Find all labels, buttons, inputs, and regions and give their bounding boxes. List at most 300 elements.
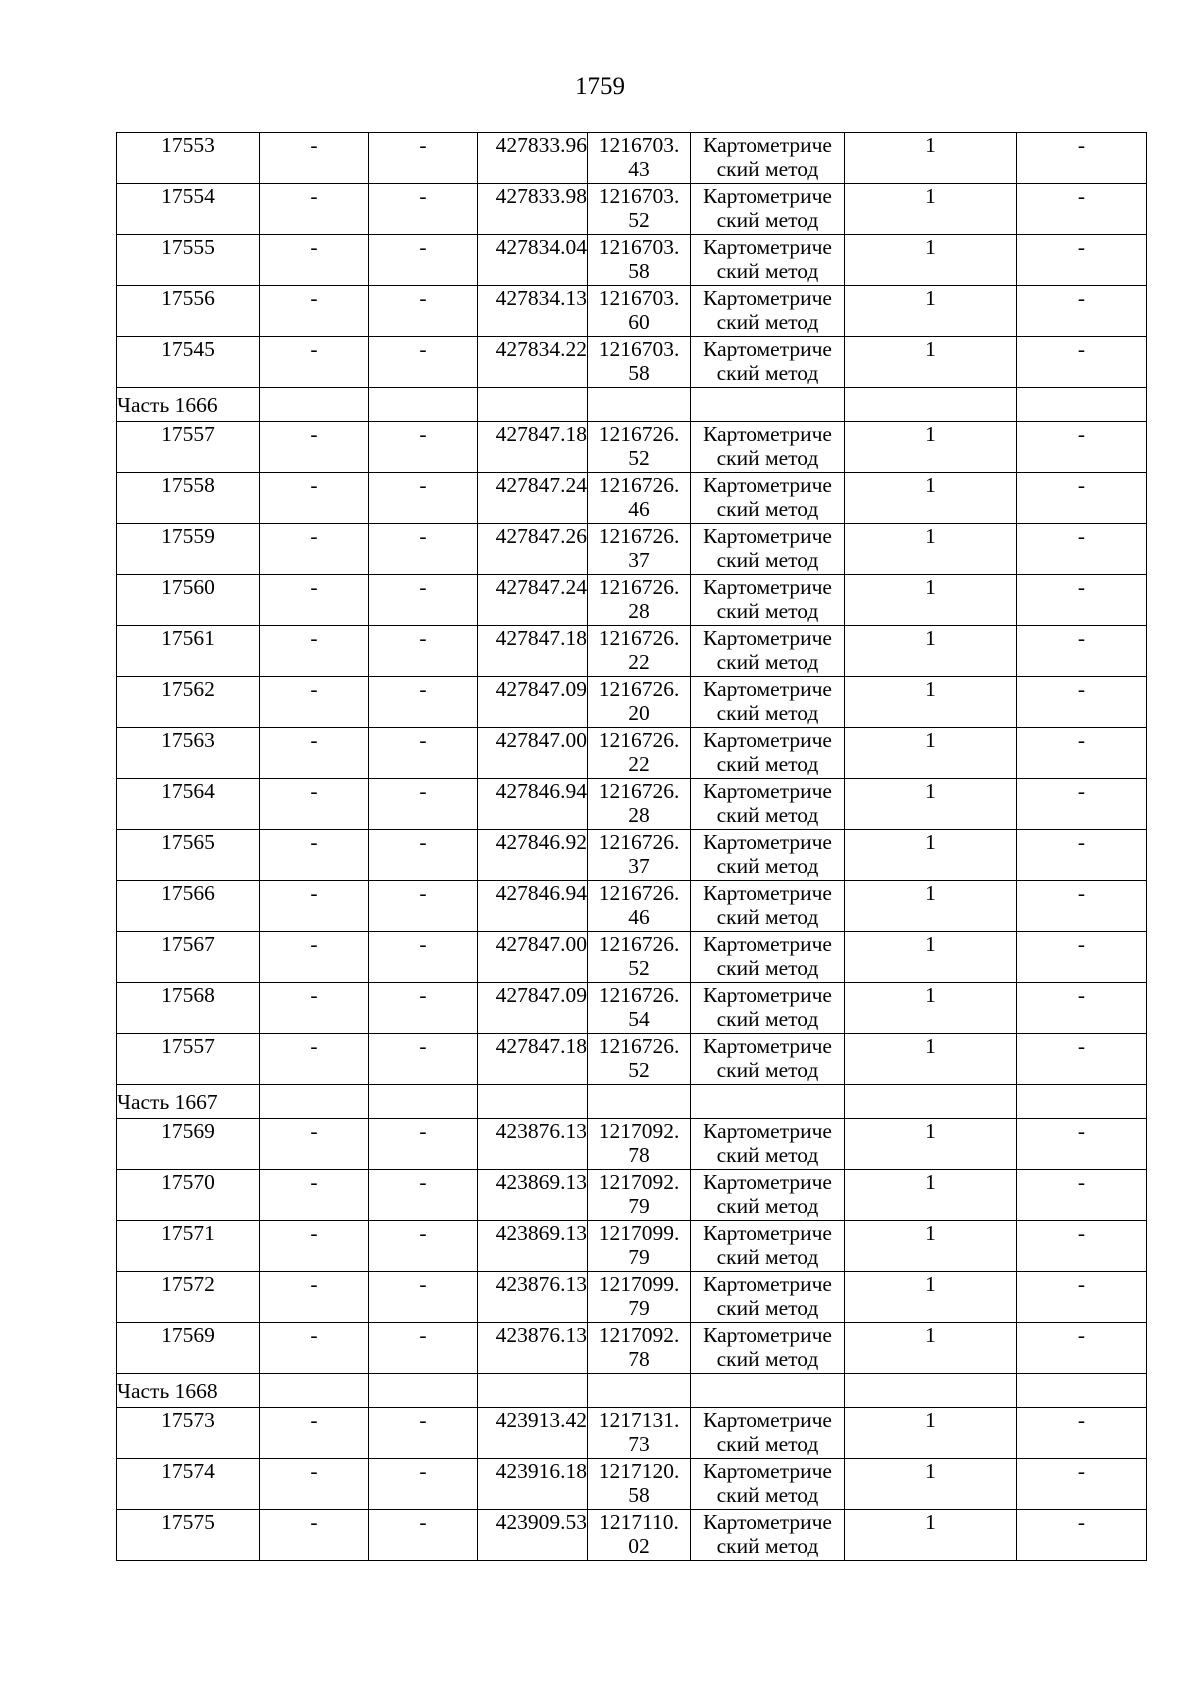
method-cell <box>691 286 845 337</box>
method-line1: Картометриче <box>703 286 832 310</box>
y-coordinate-line2: 58 <box>628 259 650 283</box>
description-cell: - <box>1017 1119 1147 1170</box>
y-coordinate-cell <box>588 575 691 626</box>
table-row <box>117 728 1147 779</box>
x-coordinate-cell: 427847.18 <box>478 626 588 677</box>
y-coordinate-line1: 1216726. <box>598 728 680 752</box>
old-y-cell: - <box>369 1170 478 1221</box>
old-y-cell: - <box>369 728 478 779</box>
method-line2: ский метод <box>716 1143 819 1167</box>
y-coordinate-line1: 1217092. <box>598 1323 680 1347</box>
method-line2: ский метод <box>716 259 819 283</box>
description-cell: - <box>1017 1323 1147 1374</box>
old-x-cell: - <box>260 626 369 677</box>
method-line1: Картометриче <box>703 830 832 854</box>
table-row <box>117 524 1147 575</box>
y-coordinate-cell <box>588 133 691 184</box>
y-coordinate-line2: 52 <box>628 446 650 470</box>
old-y-cell: - <box>369 286 478 337</box>
old-y-cell: - <box>369 422 478 473</box>
x-coordinate-cell: 427834.04 <box>478 235 588 286</box>
x-coordinate-cell: 427834.13 <box>478 286 588 337</box>
point-number-cell: 17553 <box>117 133 260 184</box>
section-row <box>117 1085 1147 1119</box>
method-cell <box>691 728 845 779</box>
empty-cell <box>1017 1085 1147 1119</box>
point-number-cell: 17566 <box>117 881 260 932</box>
method-line2: ский метод <box>716 157 819 181</box>
empty-cell <box>1017 1374 1147 1408</box>
y-coordinate-line2: 73 <box>628 1432 650 1456</box>
method-line2: ский метод <box>716 1194 819 1218</box>
old-x-cell: - <box>260 1221 369 1272</box>
description-cell: - <box>1017 830 1147 881</box>
y-coordinate-line2: 60 <box>628 310 650 334</box>
old-y-cell: - <box>369 184 478 235</box>
accuracy-cell: 1 <box>845 626 1017 677</box>
method-cell <box>691 337 845 388</box>
empty-cell <box>845 1374 1017 1408</box>
old-x-cell: - <box>260 728 369 779</box>
method-cell <box>691 779 845 830</box>
empty-cell <box>845 388 1017 422</box>
y-coordinate-line1: 1216726. <box>598 932 680 956</box>
method-cell <box>691 133 845 184</box>
description-cell: - <box>1017 575 1147 626</box>
point-number-cell: 17565 <box>117 830 260 881</box>
accuracy-cell: 1 <box>845 286 1017 337</box>
table-row <box>117 473 1147 524</box>
method-line1: Картометриче <box>703 575 832 599</box>
table-row <box>117 1272 1147 1323</box>
y-coordinate-line1: 1216726. <box>598 524 680 548</box>
y-coordinate-cell <box>588 1272 691 1323</box>
empty-cell <box>478 1374 588 1408</box>
table-row <box>117 1170 1147 1221</box>
method-cell <box>691 881 845 932</box>
old-y-cell: - <box>369 1408 478 1459</box>
point-number-cell: 17567 <box>117 932 260 983</box>
y-coordinate-cell <box>588 1221 691 1272</box>
y-coordinate-line2: 78 <box>628 1347 650 1371</box>
point-number-cell: 17569 <box>117 1323 260 1374</box>
y-coordinate-cell <box>588 286 691 337</box>
y-coordinate-line2: 28 <box>628 599 650 623</box>
table-row <box>117 1221 1147 1272</box>
method-line1: Картометриче <box>703 337 832 361</box>
table-row <box>117 235 1147 286</box>
method-cell <box>691 422 845 473</box>
empty-cell <box>369 1085 478 1119</box>
accuracy-cell: 1 <box>845 779 1017 830</box>
x-coordinate-cell: 423876.13 <box>478 1323 588 1374</box>
y-coordinate-line1: 1216703. <box>598 133 680 157</box>
point-number-cell: 17555 <box>117 235 260 286</box>
old-y-cell: - <box>369 881 478 932</box>
method-line2: ский метод <box>716 446 819 470</box>
y-coordinate-line1: 1216726. <box>598 983 680 1007</box>
method-line1: Картометриче <box>703 983 832 1007</box>
point-number-cell: 17557 <box>117 1034 260 1085</box>
y-coordinate-line1: 1216726. <box>598 626 680 650</box>
y-coordinate-line1: 1216726. <box>598 575 680 599</box>
y-coordinate-line1: 1217099. <box>598 1272 680 1296</box>
empty-cell <box>588 1085 691 1119</box>
old-y-cell: - <box>369 133 478 184</box>
y-coordinate-line1: 1217092. <box>598 1119 680 1143</box>
x-coordinate-cell: 427847.00 <box>478 932 588 983</box>
y-coordinate-line2: 28 <box>628 803 650 827</box>
y-coordinate-cell <box>588 184 691 235</box>
method-line1: Картометриче <box>703 1272 832 1296</box>
point-number-cell: 17562 <box>117 677 260 728</box>
method-cell <box>691 524 845 575</box>
description-cell: - <box>1017 286 1147 337</box>
section-row <box>117 1374 1147 1408</box>
table-row <box>117 575 1147 626</box>
method-line2: ский метод <box>716 310 819 334</box>
old-y-cell: - <box>369 626 478 677</box>
x-coordinate-cell: 423876.13 <box>478 1272 588 1323</box>
method-line2: ский метод <box>716 956 819 980</box>
old-x-cell: - <box>260 983 369 1034</box>
y-coordinate-line2: 52 <box>628 208 650 232</box>
empty-cell <box>1017 388 1147 422</box>
method-cell <box>691 1272 845 1323</box>
point-number-cell: 17573 <box>117 1408 260 1459</box>
description-cell: - <box>1017 1170 1147 1221</box>
description-cell: - <box>1017 626 1147 677</box>
x-coordinate-cell: 427847.24 <box>478 473 588 524</box>
method-line2: ский метод <box>716 752 819 776</box>
method-line1: Картометриче <box>703 626 832 650</box>
y-coordinate-line1: 1216726. <box>598 830 680 854</box>
method-cell <box>691 626 845 677</box>
accuracy-cell: 1 <box>845 473 1017 524</box>
point-number-cell: 17563 <box>117 728 260 779</box>
old-x-cell: - <box>260 1459 369 1510</box>
y-coordinate-line1: 1217099. <box>598 1221 680 1245</box>
table-row <box>117 1510 1147 1561</box>
x-coordinate-cell: 427846.94 <box>478 881 588 932</box>
y-coordinate-cell <box>588 337 691 388</box>
x-coordinate-cell: 423916.18 <box>478 1459 588 1510</box>
description-cell: - <box>1017 983 1147 1034</box>
y-coordinate-cell <box>588 235 691 286</box>
method-cell <box>691 575 845 626</box>
old-y-cell: - <box>369 1119 478 1170</box>
y-coordinate-cell <box>588 728 691 779</box>
table-row <box>117 286 1147 337</box>
y-coordinate-cell <box>588 626 691 677</box>
y-coordinate-line2: 46 <box>628 497 650 521</box>
y-coordinate-line1: 1216703. <box>598 184 680 208</box>
table-row <box>117 337 1147 388</box>
y-coordinate-line1: 1217131. <box>598 1408 680 1432</box>
x-coordinate-cell: 427847.24 <box>478 575 588 626</box>
method-line2: ский метод <box>716 599 819 623</box>
method-cell <box>691 1459 845 1510</box>
x-coordinate-cell: 427847.09 <box>478 677 588 728</box>
x-coordinate-cell: 427833.98 <box>478 184 588 235</box>
accuracy-cell: 1 <box>845 1459 1017 1510</box>
method-cell <box>691 677 845 728</box>
method-line1: Картометриче <box>703 133 832 157</box>
description-cell: - <box>1017 881 1147 932</box>
y-coordinate-cell <box>588 881 691 932</box>
description-cell: - <box>1017 1034 1147 1085</box>
accuracy-cell: 1 <box>845 1323 1017 1374</box>
method-line1: Картометриче <box>703 184 832 208</box>
old-y-cell: - <box>369 1323 478 1374</box>
method-line1: Картометриче <box>703 422 832 446</box>
x-coordinate-cell: 423913.42 <box>478 1408 588 1459</box>
description-cell: - <box>1017 728 1147 779</box>
table-body <box>117 133 1147 1561</box>
method-line2: ский метод <box>716 1296 819 1320</box>
method-line2: ский метод <box>716 1483 819 1507</box>
old-x-cell: - <box>260 1510 369 1561</box>
section-row <box>117 388 1147 422</box>
coordinates-table <box>116 132 1147 1561</box>
old-y-cell: - <box>369 473 478 524</box>
method-line1: Картометриче <box>703 1510 832 1534</box>
table-row <box>117 1119 1147 1170</box>
x-coordinate-cell: 427846.94 <box>478 779 588 830</box>
point-number-cell: 17558 <box>117 473 260 524</box>
old-y-cell: - <box>369 677 478 728</box>
method-line1: Картометриче <box>703 524 832 548</box>
y-coordinate-line2: 46 <box>628 905 650 929</box>
x-coordinate-cell: 427846.92 <box>478 830 588 881</box>
old-y-cell: - <box>369 830 478 881</box>
method-line2: ский метод <box>716 497 819 521</box>
method-cell <box>691 1034 845 1085</box>
description-cell: - <box>1017 1272 1147 1323</box>
x-coordinate-cell: 423869.13 <box>478 1170 588 1221</box>
method-line1: Картометриче <box>703 1221 832 1245</box>
x-coordinate-cell: 423869.13 <box>478 1221 588 1272</box>
method-cell <box>691 1119 845 1170</box>
table-row <box>117 779 1147 830</box>
y-coordinate-cell <box>588 677 691 728</box>
accuracy-cell: 1 <box>845 677 1017 728</box>
old-y-cell: - <box>369 337 478 388</box>
empty-cell <box>260 1085 369 1119</box>
table-row <box>117 626 1147 677</box>
point-number-cell: 17560 <box>117 575 260 626</box>
method-line2: ский метод <box>716 905 819 929</box>
old-x-cell: - <box>260 881 369 932</box>
method-line1: Картометриче <box>703 779 832 803</box>
accuracy-cell: 1 <box>845 422 1017 473</box>
point-number-cell: 17545 <box>117 337 260 388</box>
method-line2: ский метод <box>716 650 819 674</box>
x-coordinate-cell: 427833.96 <box>478 133 588 184</box>
y-coordinate-line1: 1216703. <box>598 235 680 259</box>
old-x-cell: - <box>260 1272 369 1323</box>
old-x-cell: - <box>260 932 369 983</box>
description-cell: - <box>1017 184 1147 235</box>
y-coordinate-line2: 02 <box>628 1534 650 1558</box>
y-coordinate-line2: 79 <box>628 1245 650 1269</box>
description-cell: - <box>1017 1221 1147 1272</box>
empty-cell <box>691 1374 845 1408</box>
x-coordinate-cell: 423876.13 <box>478 1119 588 1170</box>
method-line2: ский метод <box>716 701 819 725</box>
point-number-cell: 17564 <box>117 779 260 830</box>
y-coordinate-line1: 1216726. <box>598 473 680 497</box>
old-x-cell: - <box>260 779 369 830</box>
empty-cell <box>691 388 845 422</box>
method-cell <box>691 1221 845 1272</box>
empty-cell <box>691 1085 845 1119</box>
old-y-cell: - <box>369 1459 478 1510</box>
description-cell: - <box>1017 677 1147 728</box>
method-cell <box>691 932 845 983</box>
old-x-cell: - <box>260 1170 369 1221</box>
old-x-cell: - <box>260 235 369 286</box>
y-coordinate-cell <box>588 422 691 473</box>
old-y-cell: - <box>369 983 478 1034</box>
accuracy-cell: 1 <box>845 1170 1017 1221</box>
method-cell <box>691 830 845 881</box>
y-coordinate-line2: 52 <box>628 1058 650 1082</box>
method-cell <box>691 473 845 524</box>
table-row <box>117 133 1147 184</box>
accuracy-cell: 1 <box>845 184 1017 235</box>
old-y-cell: - <box>369 524 478 575</box>
method-line1: Картометриче <box>703 473 832 497</box>
table-row <box>117 1408 1147 1459</box>
point-number-cell: 17571 <box>117 1221 260 1272</box>
method-line1: Картометриче <box>703 1323 832 1347</box>
accuracy-cell: 1 <box>845 1510 1017 1561</box>
x-coordinate-cell: 427847.18 <box>478 1034 588 1085</box>
method-line1: Картометриче <box>703 235 832 259</box>
accuracy-cell: 1 <box>845 133 1017 184</box>
y-coordinate-line2: 79 <box>628 1194 650 1218</box>
accuracy-cell: 1 <box>845 983 1017 1034</box>
x-coordinate-cell: 427847.00 <box>478 728 588 779</box>
old-y-cell: - <box>369 1272 478 1323</box>
accuracy-cell: 1 <box>845 830 1017 881</box>
description-cell: - <box>1017 337 1147 388</box>
point-number-cell: 17559 <box>117 524 260 575</box>
old-x-cell: - <box>260 677 369 728</box>
empty-cell <box>260 388 369 422</box>
point-number-cell: 17572 <box>117 1272 260 1323</box>
empty-cell <box>478 1085 588 1119</box>
method-line1: Картометриче <box>703 1408 832 1432</box>
y-coordinate-line1: 1217120. <box>598 1459 680 1483</box>
y-coordinate-line1: 1217110. <box>599 1510 679 1534</box>
table-row <box>117 881 1147 932</box>
empty-cell <box>588 388 691 422</box>
method-line1: Картометриче <box>703 1119 832 1143</box>
y-coordinate-line1: 1216703. <box>598 337 680 361</box>
old-x-cell: - <box>260 337 369 388</box>
description-cell: - <box>1017 422 1147 473</box>
accuracy-cell: 1 <box>845 337 1017 388</box>
old-y-cell: - <box>369 779 478 830</box>
description-cell: - <box>1017 1408 1147 1459</box>
method-cell <box>691 1323 845 1374</box>
method-line2: ский метод <box>716 208 819 232</box>
x-coordinate-cell: 423909.53 <box>478 1510 588 1561</box>
y-coordinate-line2: 22 <box>628 752 650 776</box>
description-cell: - <box>1017 133 1147 184</box>
y-coordinate-line2: 58 <box>628 1483 650 1507</box>
page-number: 1759 <box>575 73 625 100</box>
table-row <box>117 677 1147 728</box>
section-label: Часть 1667 <box>117 1085 260 1119</box>
method-line2: ский метод <box>716 1007 819 1031</box>
old-y-cell: - <box>369 1510 478 1561</box>
empty-cell <box>845 1085 1017 1119</box>
method-line2: ский метод <box>716 1058 819 1082</box>
accuracy-cell: 1 <box>845 575 1017 626</box>
y-coordinate-line2: 43 <box>628 157 650 181</box>
old-x-cell: - <box>260 422 369 473</box>
y-coordinate-line1: 1217092. <box>598 1170 680 1194</box>
point-number-cell: 17556 <box>117 286 260 337</box>
y-coordinate-cell <box>588 524 691 575</box>
table-row <box>117 1459 1147 1510</box>
y-coordinate-line2: 20 <box>628 701 650 725</box>
y-coordinate-line2: 79 <box>628 1296 650 1320</box>
old-y-cell: - <box>369 575 478 626</box>
point-number-cell: 17568 <box>117 983 260 1034</box>
point-number-cell: 17561 <box>117 626 260 677</box>
table-row <box>117 830 1147 881</box>
y-coordinate-cell <box>588 1510 691 1561</box>
y-coordinate-line2: 78 <box>628 1143 650 1167</box>
y-coordinate-line2: 58 <box>628 361 650 385</box>
old-x-cell: - <box>260 1034 369 1085</box>
description-cell: - <box>1017 1510 1147 1561</box>
method-line2: ский метод <box>716 1534 819 1558</box>
method-line2: ский метод <box>716 1347 819 1371</box>
accuracy-cell: 1 <box>845 1221 1017 1272</box>
table-row <box>117 1034 1147 1085</box>
method-line2: ский метод <box>716 1432 819 1456</box>
accuracy-cell: 1 <box>845 1119 1017 1170</box>
old-x-cell: - <box>260 524 369 575</box>
y-coordinate-line1: 1216726. <box>598 779 680 803</box>
y-coordinate-cell <box>588 932 691 983</box>
empty-cell <box>588 1374 691 1408</box>
description-cell: - <box>1017 932 1147 983</box>
table-row <box>117 983 1147 1034</box>
y-coordinate-line1: 1216726. <box>598 677 680 701</box>
table-row <box>117 422 1147 473</box>
method-line2: ский метод <box>716 361 819 385</box>
x-coordinate-cell: 427847.18 <box>478 422 588 473</box>
section-label: Часть 1668 <box>117 1374 260 1408</box>
y-coordinate-line1: 1216703. <box>598 286 680 310</box>
y-coordinate-cell <box>588 1170 691 1221</box>
y-coordinate-cell <box>588 779 691 830</box>
old-x-cell: - <box>260 1323 369 1374</box>
accuracy-cell: 1 <box>845 932 1017 983</box>
y-coordinate-cell <box>588 1034 691 1085</box>
old-x-cell: - <box>260 1119 369 1170</box>
old-y-cell: - <box>369 235 478 286</box>
description-cell: - <box>1017 779 1147 830</box>
accuracy-cell: 1 <box>845 728 1017 779</box>
method-line2: ский метод <box>716 548 819 572</box>
